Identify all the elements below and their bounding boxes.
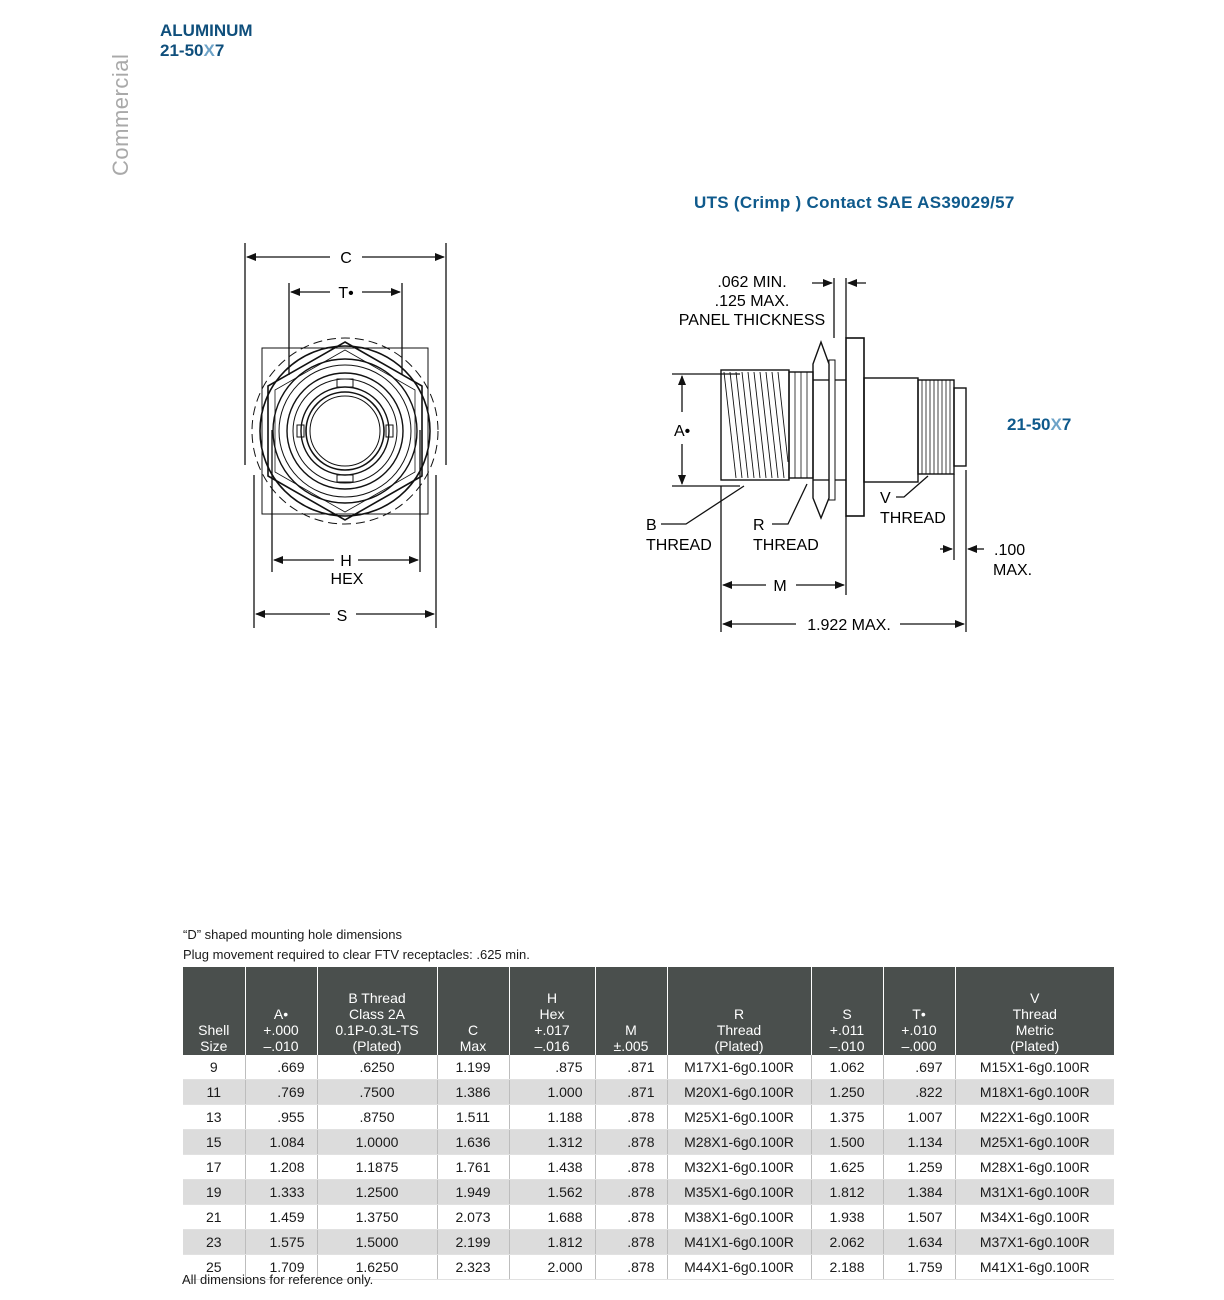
table-cell: .8750	[317, 1105, 437, 1130]
table-cell: M28X1-6g0.100R	[955, 1155, 1114, 1180]
table-cell: M38X1-6g0.100R	[667, 1205, 811, 1230]
dim-label-s: S	[336, 608, 348, 625]
column-header-line: (Plated)	[1010, 1038, 1060, 1054]
material-label: ALUMINUM	[160, 21, 253, 40]
table-cell: .822	[883, 1080, 955, 1105]
table-cell: 1.250	[811, 1080, 883, 1105]
note-plug-movement: Plug movement required to clear FTV receptacles: .625 min.	[183, 947, 530, 962]
label-b-thread: THREAD	[646, 537, 712, 554]
table-notes	[183, 925, 530, 965]
column-header	[245, 967, 317, 1055]
table-cell: 1.636	[437, 1130, 509, 1155]
table-cell: 13	[183, 1105, 245, 1130]
column-header	[509, 967, 595, 1055]
table-header-row	[183, 967, 1114, 1055]
dim-label-m: M	[773, 578, 787, 595]
table-cell: M25X1-6g0.100R	[667, 1105, 811, 1130]
table-cell: 1.312	[509, 1130, 595, 1155]
column-header-line: –.016	[534, 1038, 570, 1054]
table-cell: 1.333	[245, 1180, 317, 1205]
column-header-line: Thread	[716, 1022, 762, 1038]
column-header-line: +.000	[263, 1022, 299, 1038]
table-body	[183, 1055, 1114, 1280]
table-cell: 1.1875	[317, 1155, 437, 1180]
table-cell: .878	[595, 1180, 667, 1205]
table-cell: 1.208	[245, 1155, 317, 1180]
table-cell: 23	[183, 1230, 245, 1255]
column-header-line: –.010	[263, 1038, 299, 1054]
table-cell: 1.438	[509, 1155, 595, 1180]
column-header-line: –.010	[829, 1038, 865, 1054]
table-row	[183, 1155, 1114, 1180]
table-cell: 1.938	[811, 1205, 883, 1230]
table-cell: 9	[183, 1055, 245, 1080]
table-cell: M18X1-6g0.100R	[955, 1080, 1114, 1105]
panel-max-label: .125 MAX.	[714, 293, 790, 310]
table-row	[183, 1055, 1114, 1080]
table-cell: M15X1-6g0.100R	[955, 1055, 1114, 1080]
table-row	[183, 1205, 1114, 1230]
column-header-line: Max	[459, 1038, 487, 1054]
table-cell: M17X1-6g0.100R	[667, 1055, 811, 1080]
table-cell: 1.5000	[317, 1230, 437, 1255]
table-row	[183, 1230, 1114, 1255]
table-row	[183, 1130, 1114, 1155]
part-number: 21-50X7	[160, 41, 225, 60]
table-cell: 1.761	[437, 1155, 509, 1180]
table-cell: 1.134	[883, 1130, 955, 1155]
table-cell: .871	[595, 1055, 667, 1080]
table-cell: 1.500	[811, 1130, 883, 1155]
table-cell: 1.199	[437, 1055, 509, 1080]
table-cell: 1.511	[437, 1105, 509, 1130]
column-header	[811, 967, 883, 1055]
column-header	[883, 967, 955, 1055]
dim-100-max-label: MAX.	[993, 562, 1033, 579]
column-header-line: A•	[273, 1006, 289, 1022]
column-header-line: R	[733, 1006, 745, 1022]
table-cell: 1.812	[509, 1230, 595, 1255]
dim-total-label: 1.922 MAX.	[807, 617, 891, 634]
table-cell: .878	[595, 1105, 667, 1130]
panel-min-label: .062 MIN.	[717, 274, 787, 291]
dimensions-table	[183, 967, 1114, 1280]
column-header	[955, 967, 1114, 1055]
dim-label-hex: HEX	[330, 571, 364, 588]
column-header	[437, 967, 509, 1055]
table-cell: 2.199	[437, 1230, 509, 1255]
table-cell: 17	[183, 1155, 245, 1180]
table-cell: 1.759	[883, 1255, 955, 1280]
table-cell: M25X1-6g0.100R	[955, 1130, 1114, 1155]
table-cell: 2.073	[437, 1205, 509, 1230]
table-row	[183, 1180, 1114, 1205]
table-cell: 1.688	[509, 1205, 595, 1230]
table-cell: 1.625	[811, 1155, 883, 1180]
table-cell: 1.062	[811, 1055, 883, 1080]
table-cell: 2.062	[811, 1230, 883, 1255]
table-cell: M41X1-6g0.100R	[667, 1230, 811, 1255]
table-cell: M34X1-6g0.100R	[955, 1205, 1114, 1230]
column-header-line: M	[625, 1022, 637, 1038]
column-header-line: –.000	[901, 1038, 937, 1054]
table-cell: 1.709	[245, 1255, 317, 1280]
table-cell: .871	[595, 1080, 667, 1105]
column-header-line: S	[842, 1006, 852, 1022]
table-cell: M35X1-6g0.100R	[667, 1180, 811, 1205]
column-header-line: T•	[912, 1006, 926, 1022]
column-header-line: C	[467, 1022, 479, 1038]
column-header-line: B Thread	[348, 990, 406, 1006]
table-cell: 1.384	[883, 1180, 955, 1205]
table-cell: 21	[183, 1205, 245, 1230]
table-cell: .955	[245, 1105, 317, 1130]
table-row	[183, 1105, 1114, 1130]
table-cell: M32X1-6g0.100R	[667, 1155, 811, 1180]
table-cell: 1.0000	[317, 1130, 437, 1155]
table-cell: 1.812	[811, 1180, 883, 1205]
sidebar-category-label: Commercial	[108, 53, 133, 176]
table-cell: 1.507	[883, 1205, 955, 1230]
table-cell: 1.375	[811, 1105, 883, 1130]
table-cell: .878	[595, 1130, 667, 1155]
label-r: R	[753, 517, 765, 534]
table-cell: 2.323	[437, 1255, 509, 1280]
table-cell: 19	[183, 1180, 245, 1205]
column-header	[317, 967, 437, 1055]
table-cell: 2.188	[811, 1255, 883, 1280]
table-cell: 1.084	[245, 1130, 317, 1155]
table-cell: 1.575	[245, 1230, 317, 1255]
table-cell: M31X1-6g0.100R	[955, 1180, 1114, 1205]
column-header-line: (Plated)	[352, 1038, 402, 1054]
panel-thickness-label: PANEL THICKNESS	[678, 312, 826, 329]
section-title: UTS (Crimp ) Contact SAE AS39029/57	[694, 193, 1015, 212]
column-header-line: Class 2A	[348, 1006, 406, 1022]
column-header-line: Size	[200, 1038, 228, 1054]
column-header-line: ±.005	[613, 1038, 649, 1054]
table-cell: .697	[883, 1055, 955, 1080]
side-view-drawing	[646, 274, 1071, 634]
table-cell: 1.634	[883, 1230, 955, 1255]
table-cell: 1.949	[437, 1180, 509, 1205]
label-v: V	[880, 490, 891, 507]
table-cell: 1.259	[883, 1155, 955, 1180]
table-cell: 1.386	[437, 1080, 509, 1105]
table-cell: M20X1-6g0.100R	[667, 1080, 811, 1105]
table-cell: 1.459	[245, 1205, 317, 1230]
column-header-line: +.017	[534, 1022, 570, 1038]
column-header	[667, 967, 811, 1055]
footnote: All dimensions for reference only.	[182, 1272, 374, 1287]
column-header	[183, 967, 245, 1055]
table-cell: .7500	[317, 1080, 437, 1105]
column-header-line: +.011	[829, 1022, 865, 1038]
table-cell: M44X1-6g0.100R	[667, 1255, 811, 1280]
table-cell: .878	[595, 1230, 667, 1255]
table-cell: 1.007	[883, 1105, 955, 1130]
table-cell: .769	[245, 1080, 317, 1105]
table-cell: 15	[183, 1130, 245, 1155]
table-cell: 1.2500	[317, 1180, 437, 1205]
side-part-number: 21-50X7	[1007, 415, 1072, 434]
table-cell: M28X1-6g0.100R	[667, 1130, 811, 1155]
label-v-thread: THREAD	[880, 510, 946, 527]
table-cell: M22X1-6g0.100R	[955, 1105, 1114, 1130]
table-cell: 1.000	[509, 1080, 595, 1105]
column-header-line: Shell	[198, 1022, 230, 1038]
dim-label-c: C	[340, 250, 352, 267]
table-cell: 25	[183, 1255, 245, 1280]
table-cell: .878	[595, 1255, 667, 1280]
table-cell: M37X1-6g0.100R	[955, 1230, 1114, 1255]
note-mounting-hole: “D” shaped mounting hole dimensions	[183, 927, 402, 942]
table-row	[183, 1080, 1114, 1105]
table-cell: 11	[183, 1080, 245, 1105]
column-header-line: Thread	[1012, 1006, 1057, 1022]
table-cell: .6250	[317, 1055, 437, 1080]
column-header-line: 0.1P-0.3L-TS	[335, 1022, 419, 1038]
column-header-line: H	[546, 990, 558, 1006]
column-header-line: (Plated)	[714, 1038, 764, 1054]
dim-label-t: T•	[338, 285, 354, 302]
table-cell: 1.562	[509, 1180, 595, 1205]
dim-100-label: .100	[994, 542, 1026, 559]
table-cell: .669	[245, 1055, 317, 1080]
label-b: B	[646, 517, 657, 534]
column-header-line: Metric	[1015, 1022, 1054, 1038]
dim-label-a: A•	[674, 423, 691, 440]
column-header	[595, 967, 667, 1055]
table-cell: 1.3750	[317, 1205, 437, 1230]
dim-label-h: H	[340, 553, 352, 570]
table-cell: .875	[509, 1055, 595, 1080]
table-cell: .878	[595, 1205, 667, 1230]
column-header-line: V	[1030, 990, 1040, 1006]
table-cell: 1.188	[509, 1105, 595, 1130]
table-cell: 2.000	[509, 1255, 595, 1280]
label-r-thread: THREAD	[753, 537, 819, 554]
table-cell: 1.6250	[317, 1255, 437, 1280]
table-cell: M41X1-6g0.100R	[955, 1255, 1114, 1280]
column-header-line: +.010	[901, 1022, 937, 1038]
table-cell: .878	[595, 1155, 667, 1180]
column-header-line: Hex	[539, 1006, 565, 1022]
